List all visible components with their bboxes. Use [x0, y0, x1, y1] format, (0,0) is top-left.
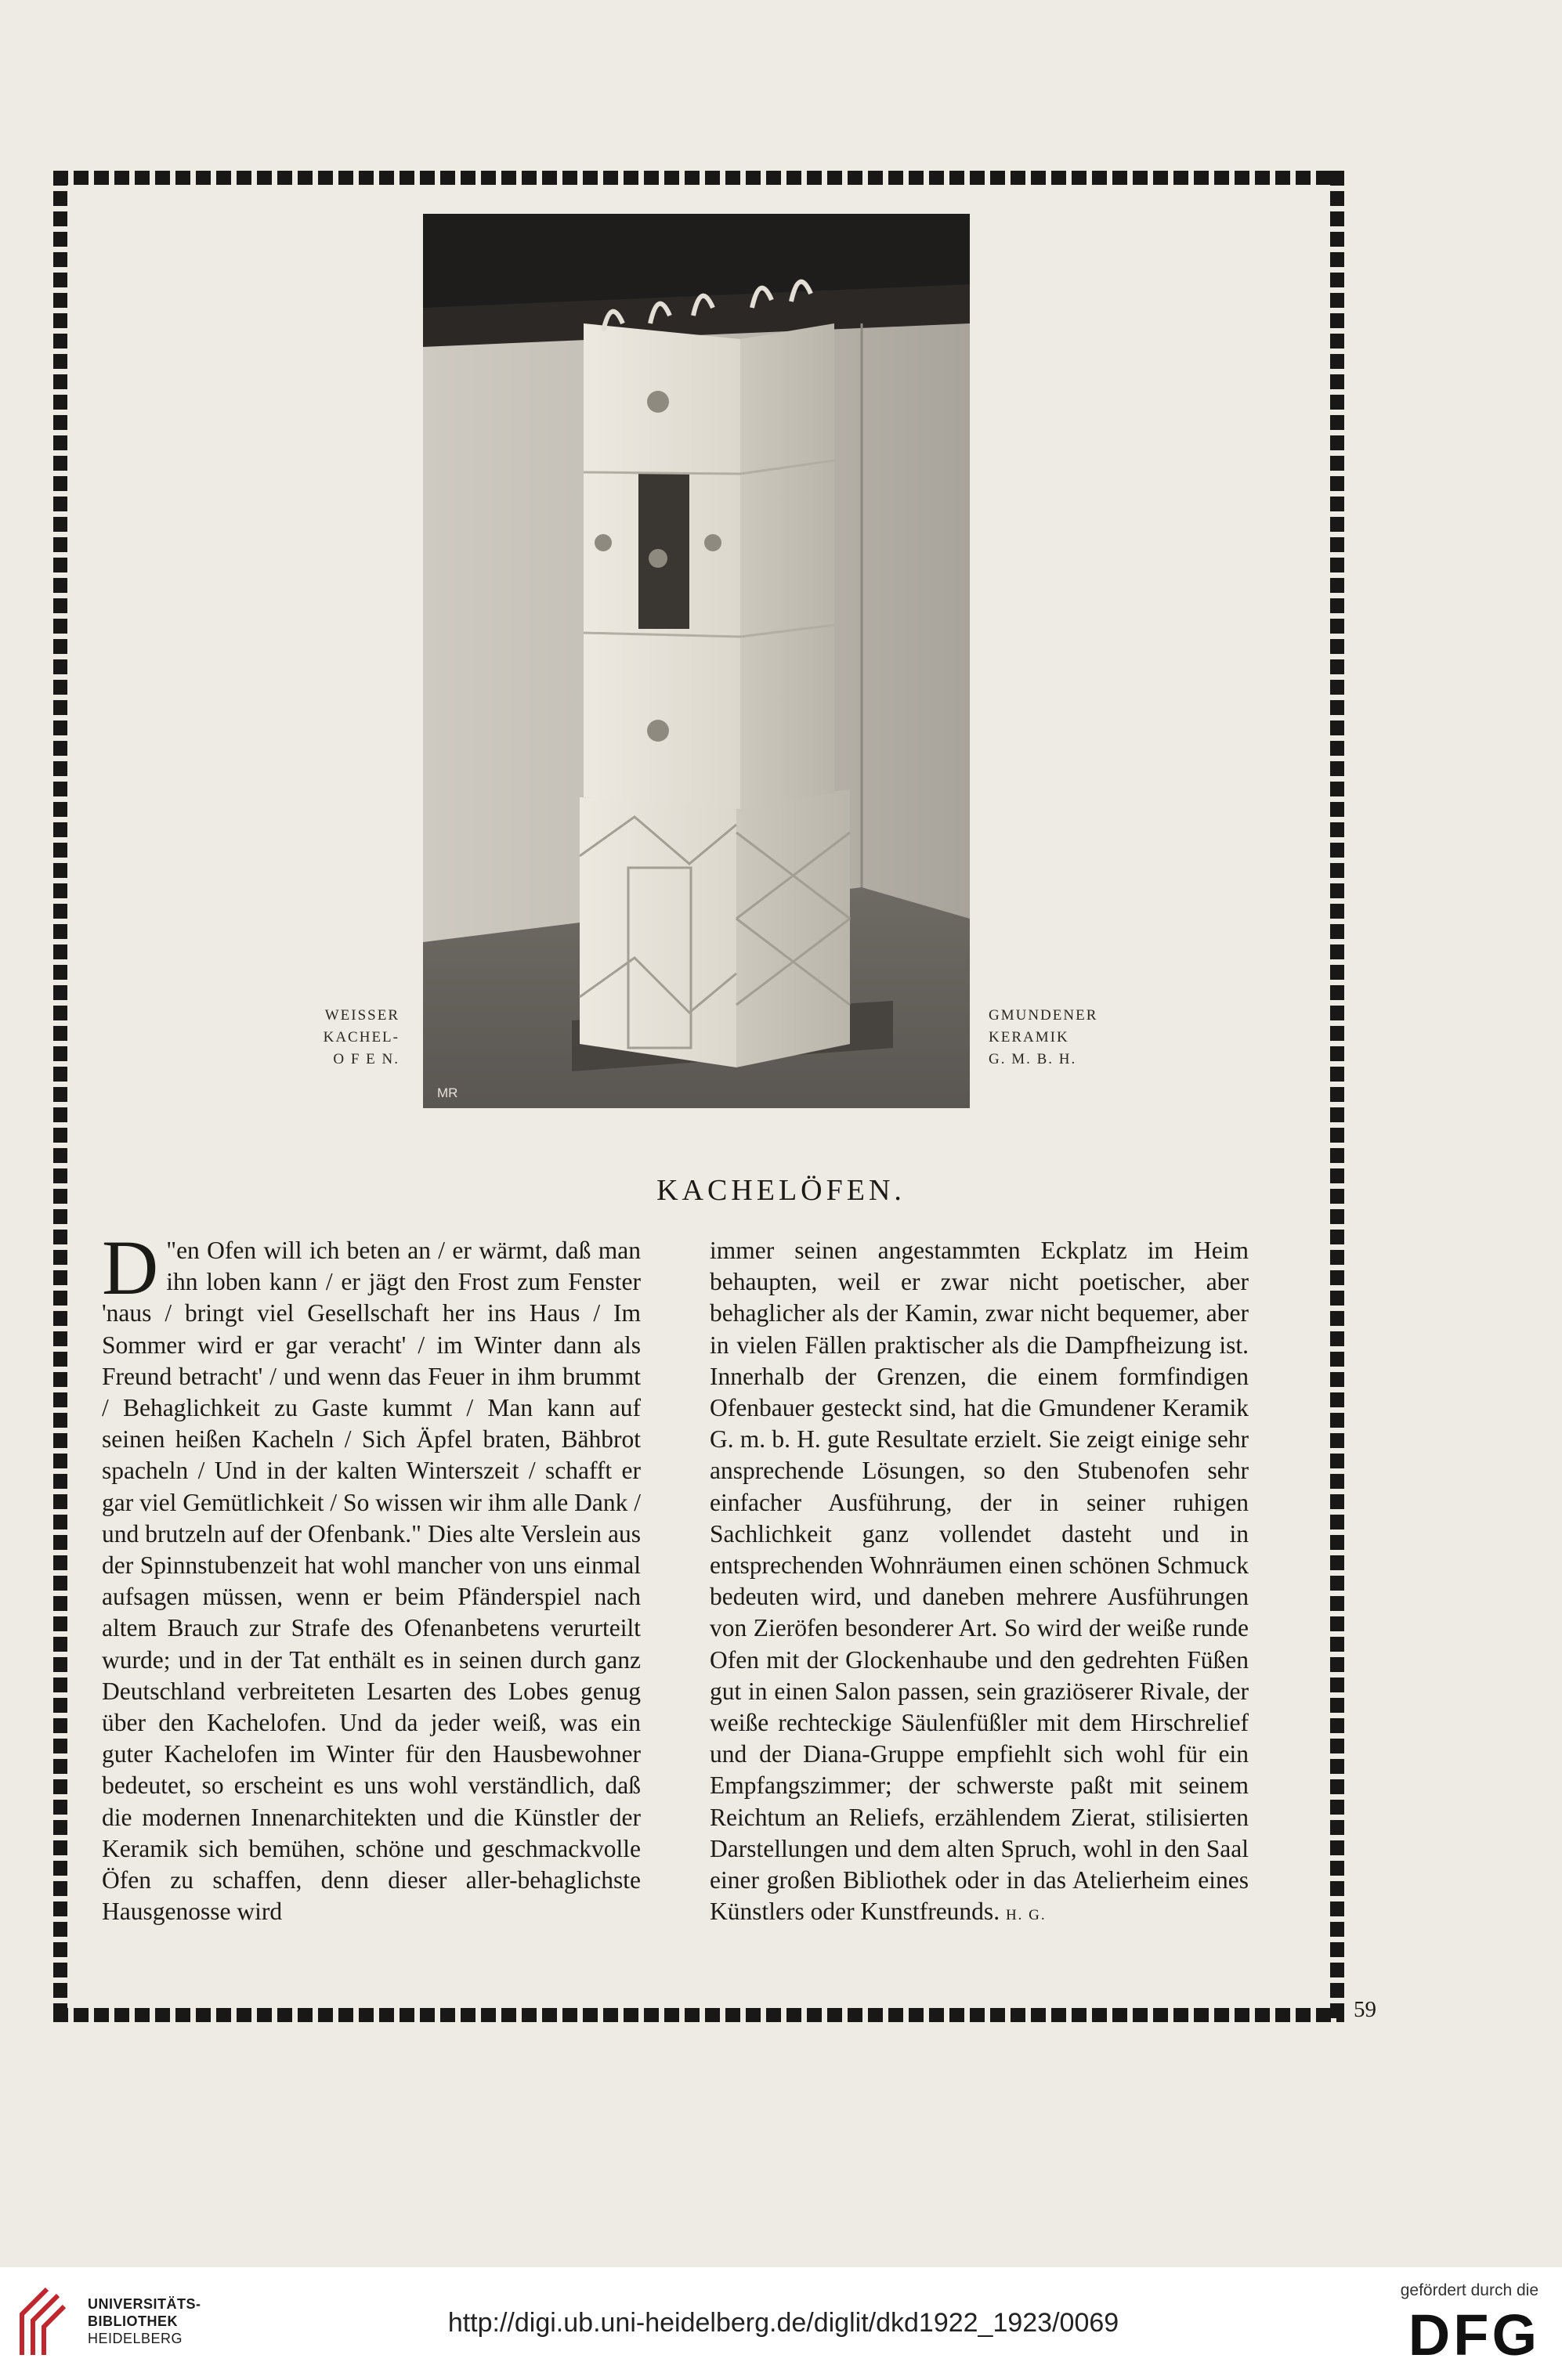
decorative-border-right — [1330, 171, 1344, 2022]
decorative-border-bottom — [53, 2008, 1344, 2022]
library-name-line: HEIDELBERG — [88, 2331, 183, 2346]
permalink-url[interactable]: http://digi.ub.uni-heidelberg.de/diglit/dkd1922_1923/0069 — [447, 2308, 1119, 2338]
article-column-left — [102, 1224, 641, 1927]
caption-line: G. M. B. H. — [989, 1051, 1077, 1067]
article-title: KACHELÖFEN. — [656, 1174, 906, 1207]
author-signature: H. G. — [1005, 1907, 1047, 1924]
tiled-stove-photo — [423, 214, 970, 1108]
photographer-monogram: MR — [437, 1085, 458, 1100]
caption-line: WEISSER — [324, 1007, 400, 1024]
article-column-right — [710, 1235, 1249, 1931]
column-text: en Ofen will ich beten an / er wärmt, daß man ihn loben kann / er jägt den Frost zum Fenster 'naus / bringt viel Gesellschaft her ins Haus / Im Sommer wird er gar veracht' / im Winter dann als Freund betracht' / und wenn das Feuer in ihm brummt / Behaglichkeit zu Gaste kummt / Man kann auf seinen heißen Kacheln / Sich Äpfel braten, Bähbrot spacheln / Und in der kalten Winterszeit / schafft er gar viel Gemütlichkeit / So wissen wir ihm alle Dank / und brutzeln auf der Ofenbank." Dies alte Verslein aus der Spinnstubenzeit hat wohl mancher von uns einmal aufsagen müssen, wenn er beim Pfänderspiel nach altem Brauch zur Strafe des Ofenanbetens verurteilt wurde; und in der Tat enthält es in seinen durch ganz Deutschland verbreiteten Lesarten des Lobes genug über den Kachelofen. Und da jeder weiß, was ein guter Kachelofen im Winter für den Hausbewohner bedeutet, so erscheint es uns wohl verständlich, daß die modernen Innenarchitekten und die Künstler der Keramik sich bemühen, schöne und geschmackvolle Öfen zu schaffen, denn dieser aller-behaglichste Hausgenosse wird — [102, 1237, 641, 1926]
caption-line: O F E N. — [333, 1051, 400, 1067]
university-library-logo-icon — [16, 2283, 71, 2361]
caption-line: GMUNDENER — [989, 1007, 1098, 1024]
caption-line: KACHEL- — [323, 1029, 400, 1046]
dfg-logo: DFG — [1408, 2302, 1540, 2367]
library-name-line: BIBLIOTHEK — [88, 2313, 178, 2329]
decorative-border-top — [53, 171, 1344, 185]
decorative-border-left — [53, 171, 67, 2022]
caption-line: KERAMIK — [989, 1029, 1069, 1046]
page-number: 59 — [1354, 1997, 1376, 2022]
digitization-footer — [0, 2267, 1562, 2380]
opening-quote: " — [166, 1237, 177, 1264]
figure-caption-left — [235, 1005, 400, 1071]
figure-caption-right — [989, 1005, 1192, 1071]
funder-caption: gefördert durch die — [1400, 2281, 1538, 2299]
library-name-line: UNIVERSITÄTS- — [88, 2296, 201, 2312]
drop-cap: D — [102, 1224, 159, 1311]
column-text: immer seinen angestammten Eckplatz im Heim behaupten, weil er zwar nicht poetischer, aber behaglicher als der Kamin, zwar nicht bequemer, aber in vielen Fällen praktischer als die Dampfheizung ist. Innerhalb der Grenzen, die einem formfindigen Ofenbauer gesteckt sind, hat die Gmundener Keramik G. m. b. H. gute Resultate erzielt. Sie zeigt einige sehr ansprechende Lösungen, so den Stubenofen sehr einfacher Ausführung, der in seiner ruhigen Sachlichkeit ganz vollendet dasteht und in entsprechenden Wohnräumen einen schönen Schmuck bedeuten wird, und daneben mehrere Ausführungen von Zieröfen besonderer Art. So wird der weiße runde Ofen mit der Glockenhaube und den gedrehten Füßen gut in einen Salon passen, sein graziöserer Rivale, der weiße rechteckige Säulenfüßler mit dem Hirschrelief und der Diana-Gruppe empfiehlt sich wohl für ein Empfangszimmer; der schwerste paßt mit seinem Reichtum an Reliefs, erzählendem Zierat, stilisierten Darstellungen und dem alten Spruch, wohl in den Saal einer großen Bibliothek oder in das Atelierheim eines Künstlers oder Kunstfreunds. — [710, 1237, 1249, 1926]
